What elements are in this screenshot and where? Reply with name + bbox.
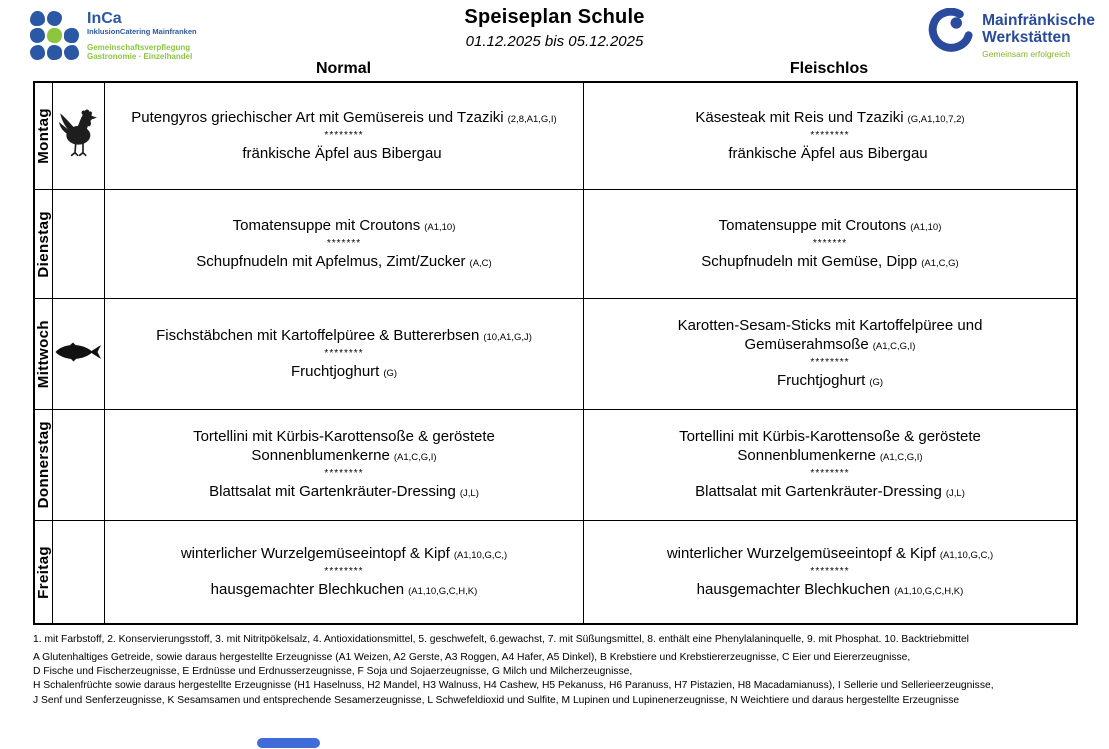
dish-text: Karotten-Sesam-Sticks mit Kartoffelpüree und Gemüserahmsoße <box>677 317 983 353</box>
separator-stars: ******** <box>324 129 364 141</box>
table-row-freitag <box>35 521 1076 623</box>
separator-stars: ******* <box>812 237 848 249</box>
table-row-mittwoch <box>35 299 1076 410</box>
menu-fleischlos-montag <box>584 83 1076 189</box>
menu-normal-dienstag <box>105 190 584 298</box>
menu-fleischlos-donnerstag <box>584 410 1076 520</box>
allergen-code: (A1,C,G,I) <box>879 452 923 463</box>
table-row-montag <box>35 83 1076 190</box>
dish-text: Tomatensuppe mit Croutons <box>232 216 421 234</box>
dish-line <box>209 482 479 503</box>
allergen-code: (A1,10,G,C,) <box>453 549 508 561</box>
dish-line <box>596 427 1064 467</box>
dish-text: winterlicher Wurzelgemüseeintopf & Kipf <box>180 544 450 562</box>
day-label-cell <box>35 521 53 623</box>
dish-text: Tortellini mit Kürbis-Karottensoße & geröstete Sonnenblumenkerne <box>679 428 981 464</box>
dish-line <box>181 544 507 565</box>
day-label-cell <box>35 410 53 520</box>
column-header-normal: Normal <box>315 60 372 77</box>
dish-line <box>667 544 993 565</box>
footnote-allergens-2: D Fische und Fischerzeugnisse, E Erdnüsse und Erdnusserzeugnisse, F Soja und Sojaerzeugnisse, G Milch und Milcherzeugnisse, <box>33 666 633 678</box>
allergen-code: (A1,10,G,C,) <box>939 549 994 561</box>
dish-line <box>117 427 571 467</box>
inca-green-line2: Gastronomie · Einzelhandel <box>87 52 193 61</box>
footnote-additives: 1. mit Farbstoff, 2. Konservierungsstoff, 3. mit Nitritpökelsalz, 4. Antioxidationsmittel, 5. geschwefelt, 6.gewachst, 7. mit Süßungsmittel, 8. enthält eine Phenylalaninquelle, 9. mit Phosphat. 10. Backtriebmittel <box>33 634 969 645</box>
menu-normal-donnerstag <box>105 410 584 520</box>
separator-stars: ******** <box>324 347 364 359</box>
dish-line <box>211 580 478 601</box>
dish-line <box>291 362 397 383</box>
dish-line <box>233 216 456 237</box>
dish-text: fränkische Äpfel aus Bibergau <box>242 144 442 162</box>
allergen-code: (A1,C,G) <box>921 257 959 269</box>
day-icon-cell <box>53 190 105 298</box>
allergen-code: (G) <box>383 367 398 379</box>
dish-line <box>701 252 958 273</box>
footnote-allergens-1: A Glutenhaltiges Getreide, sowie daraus hergestellte Erzeugnisse (A1 Weizen, A2 Gerste, A3 Roggen, A4 Hafer, A5 Dinkel), B Krebstiere und Krebstiererzeugnisse, C Eier und Eiererzeugnisse, <box>33 651 911 663</box>
dish-text: Käsesteak mit Reis und Tzaziki <box>695 108 904 126</box>
allergen-code: (A,C) <box>469 257 492 269</box>
day-label: Donnerstag <box>35 421 52 509</box>
mw-logo-text <box>982 8 1095 59</box>
menu-fleischlos-dienstag <box>584 190 1076 298</box>
dish-text: Putengyros griechischer Art mit Gemüsereis und Tzaziki <box>131 108 504 126</box>
dish-text: Blattsalat mit Gartenkräuter-Dressing <box>209 483 456 500</box>
menu-normal-mittwoch <box>105 299 584 409</box>
date-range: 01.12.2025 bis 05.12.2025 <box>465 33 644 50</box>
dish-line <box>695 108 964 129</box>
dish-text: Fischstäbchen mit Kartoffelpüree & Buttererbsen <box>156 326 480 344</box>
mw-ring-icon <box>928 8 974 57</box>
allergen-code: (A1,10,G,C,H,K) <box>408 585 478 597</box>
separator-stars: ******** <box>810 357 850 368</box>
allergen-code: (A1,10) <box>424 221 456 233</box>
menu-normal-freitag <box>105 521 584 623</box>
allergen-code: (G,A1,10,7,2) <box>907 113 965 125</box>
menu-normal-montag <box>105 83 584 189</box>
footnotes <box>33 633 1091 708</box>
dish-line <box>728 144 931 165</box>
mw-tagline: Gemeinsam erfolgreich <box>982 49 1071 59</box>
dish-line <box>697 580 964 601</box>
column-header-fleischlos: Fleischlos <box>789 60 869 77</box>
dish-text: fränkische Äpfel aus Bibergau <box>728 144 928 162</box>
dish-text: Fruchtjoghurt <box>290 362 380 380</box>
separator-stars: ******** <box>810 565 850 577</box>
allergen-code: (A1,C,G,I) <box>872 341 916 352</box>
dish-text: Tomatensuppe mit Croutons <box>718 216 907 234</box>
day-label: Freitag <box>35 545 52 599</box>
allergen-code: (2,8,A1,G,I) <box>507 113 557 125</box>
separator-stars: ******** <box>324 565 364 577</box>
footnote-allergens-4: J Senf und Senferzeugnisse, K Sesamsamen und entsprechende Sesamerzeugnisse, L Schwefeldioxid und Sulfite, M Lupinen und Lupinenerzeugnisse, N Weichtiere und daraus hergestellte Erzeugnisse <box>33 694 960 706</box>
dish-text: Blattsalat mit Gartenkräuter-Dressing <box>695 483 942 500</box>
menu-fleischlos-freitag <box>584 521 1076 623</box>
table-row-donnerstag <box>35 410 1076 521</box>
dish-text: Schupfnudeln mit Gemüse, Dipp <box>701 252 918 270</box>
dish-text: Schupfnudeln mit Apfelmus, Zimt/Zucker <box>196 252 466 270</box>
separator-stars: ******* <box>326 237 362 249</box>
allergen-code: (J,L) <box>945 488 965 499</box>
day-label: Mittwoch <box>35 319 52 389</box>
day-icon-cell <box>53 299 105 409</box>
footnote-allergens-3: H Schalenfrüchte sowie daraus hergestellte Erzeugnisse (H1 Haselnuss, H2 Mandel, H3 Walnuss, H4 Cashew, H5 Pekanuss, H6 Paranuss, H7 Pistazien, H8 Macadamianuss), I Sellerie und Sellerieerzeugnisse, <box>33 680 994 692</box>
dish-line <box>131 108 556 129</box>
dish-text: hausgemachter Blechkuchen <box>210 580 405 598</box>
menu-fleischlos-mittwoch <box>584 299 1076 409</box>
dish-line <box>242 144 445 165</box>
page-title: Speiseplan Schule <box>464 6 645 28</box>
day-label-cell <box>35 190 53 298</box>
dish-text: Fruchtjoghurt <box>776 372 866 389</box>
allergen-code: (A1,10) <box>910 221 942 233</box>
mw-name-line1: Mainfränkische <box>982 12 1095 29</box>
separator-stars: ******** <box>810 468 850 479</box>
mw-name-line2: Werkstätten <box>982 28 1071 46</box>
table-row-dienstag <box>35 190 1076 299</box>
day-icon-cell <box>53 83 105 189</box>
menu-table <box>33 81 1078 625</box>
dish-text: winterlicher Wurzelgemüseeintopf & Kipf <box>666 544 936 562</box>
dish-line <box>596 316 1064 356</box>
inca-name: InCa <box>87 10 122 27</box>
fish-icon <box>54 342 104 367</box>
inca-green-line1: Gemeinschaftsverpflegung <box>87 43 191 52</box>
allergen-code: (A1,C,G,I) <box>393 452 437 463</box>
allergen-code: (10,A1,G,J) <box>483 331 532 343</box>
inca-subtitle: InklusionCatering Mainfranken <box>87 27 197 36</box>
day-label-cell <box>35 299 53 409</box>
dish-line <box>196 252 491 273</box>
day-icon-cell <box>53 521 105 623</box>
allergen-code: (A1,10,G,C,H,K) <box>894 585 964 597</box>
mainfraenkische-werkstaetten-logo <box>928 8 1095 59</box>
dish-line <box>156 326 532 347</box>
allergen-code: (G) <box>869 377 884 388</box>
day-label: Montag <box>35 108 52 164</box>
dish-line <box>695 482 965 503</box>
dish-text: hausgemachter Blechkuchen <box>696 580 891 598</box>
day-label-cell <box>35 83 53 189</box>
dish-text: Tortellini mit Kürbis-Karottensoße & geröstete Sonnenblumenkerne <box>193 428 495 464</box>
chicken-icon <box>59 108 99 165</box>
dish-line <box>719 216 942 237</box>
dish-line <box>777 371 883 392</box>
day-label: Dienstag <box>35 210 52 278</box>
separator-stars: ******** <box>810 129 850 141</box>
day-icon-cell <box>53 410 105 520</box>
separator-stars: ******** <box>324 468 364 479</box>
allergen-code: (J,L) <box>459 488 479 499</box>
horizontal-scrollbar-thumb[interactable] <box>257 738 320 748</box>
